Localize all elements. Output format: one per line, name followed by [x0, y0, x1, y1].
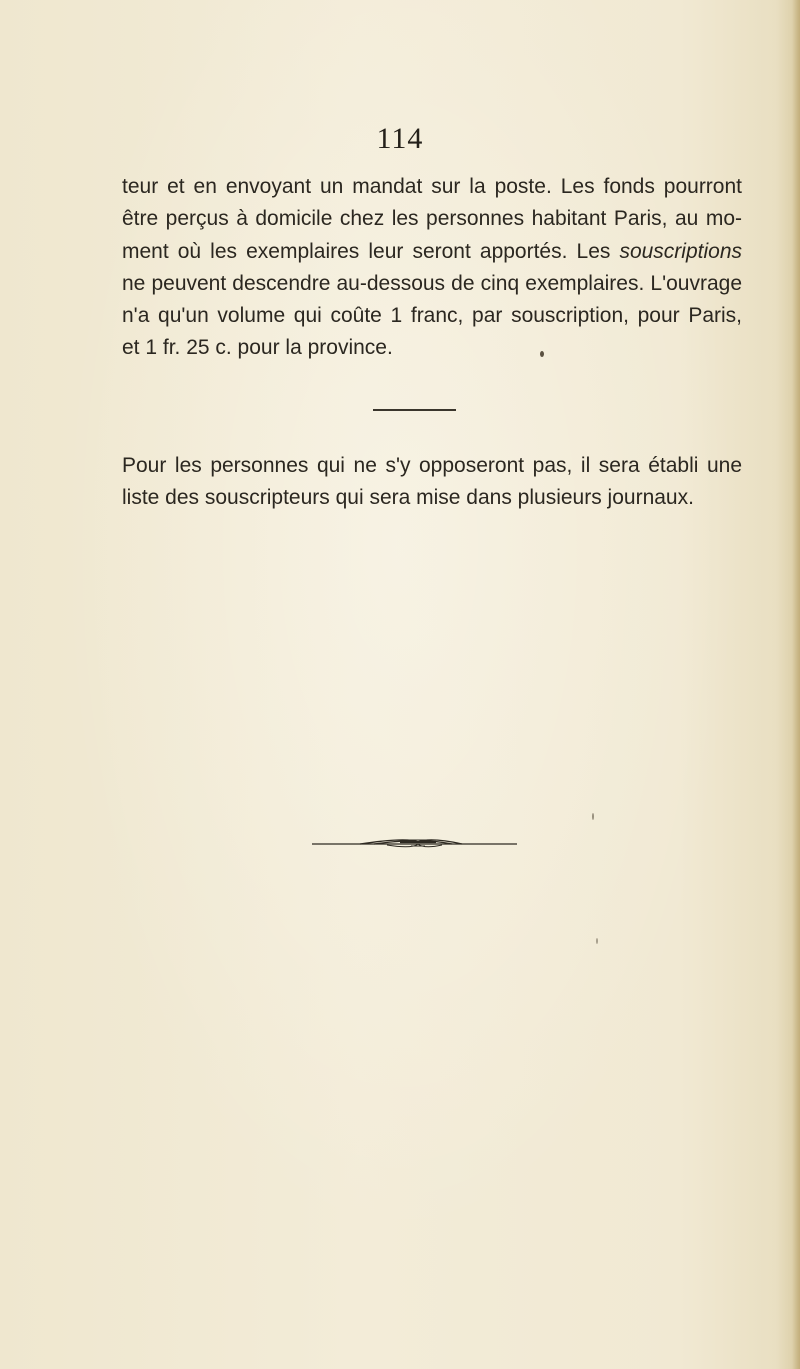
paper-speck	[596, 938, 598, 944]
paragraph-subscription-terms	[122, 171, 742, 365]
paragraph-line: teur et en envoyant un mandat sur la poste. Les fonds pourront	[122, 175, 742, 198]
paragraph-line	[122, 236, 742, 268]
paragraph-line: ne peuvent descendre au-dessous de cinq exemplaires. L'ouvrage	[122, 271, 742, 295]
paragraph-subscriber-list	[122, 450, 742, 515]
paragraph-line: liste des souscripteurs qui sera mise dans plusieurs journaux.	[122, 486, 694, 510]
paragraph-line: Pour les personnes qui ne s'y opposeront pas, il sera établi une	[122, 454, 742, 477]
italic-word: souscriptions	[619, 239, 742, 263]
paragraph-line: être perçus à domicile chez les personnes habitant Paris, au mo-	[122, 207, 742, 231]
page-number: 114	[376, 122, 424, 155]
paper-speck	[592, 813, 594, 820]
section-divider	[373, 409, 456, 411]
page-edge-shadow	[792, 0, 800, 1369]
paragraph-line: et 1 fr. 25 c. pour la province.	[122, 336, 393, 360]
paragraph-line: n'a qu'un volume qui coûte 1 franc, par souscription, pour Paris,	[122, 304, 742, 328]
line-text: ment où les exemplaires leur seront apportés. Les	[122, 239, 620, 263]
paper-speck	[540, 351, 544, 357]
tailpiece-ornament	[312, 836, 517, 850]
